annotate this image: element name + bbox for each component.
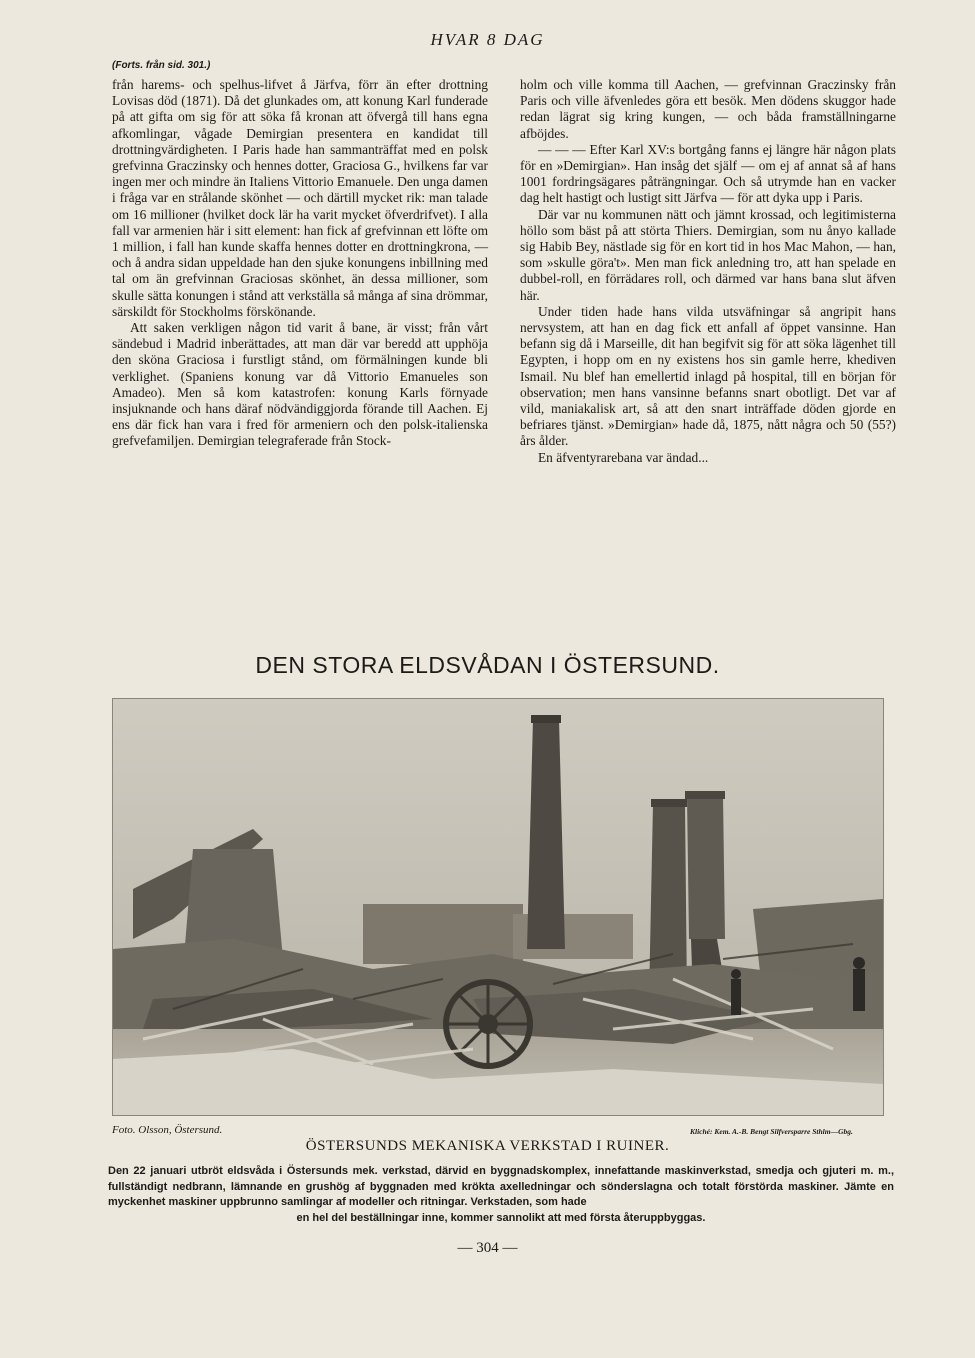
caption-title: ÖSTERSUNDS MEKANISKA VERKSTAD I RUINER. bbox=[305, 1138, 670, 1154]
right-paragraph-3: Där var nu kommunen nätt och jämnt krossad, och legitimisterna höllo som bäst på att störta Thiers. Demirgian, som nu ånyo kallade sig Habib Bey, nästlade sig för en kort tid in hos Mac Mahon, — han, som »skulle göra't». Men man fick anledning tro, att han spelade en dubbel-roll, en förrädares roll, och därmed var hans bana slut äfven här. bbox=[520, 206, 896, 303]
running-header: HVAR 8 DAG bbox=[430, 30, 545, 49]
continuation-note: (Forts. från sid. 301.) bbox=[112, 60, 211, 71]
left-column bbox=[112, 77, 488, 450]
left-paragraph-1: från harems- och spelhus-lifvet å Järfva, förr än efter drottning Lovisas död (1871). Då det glunkades om, att konung Karl funderade på att gifta om sig för att söka få kronan att öfvergå till hans egna afkomlingar, vågade Demirgian presentera en kandidat till drottningvärdigheten. I Paris hade han sammanträffat med en polsk grefvinna Graczinsky och hennes dotter, Graciosa G., hvilkens far var ingen mer och mindre än Italiens Vittorio Emanuele. Den unga damen i fråga var en strålande skönhet — och därtill mycket rik: man talade om 16 millioner (hvilket dock lär ha varit mycket öfverdrifvet). I alla fall var armenien här i sitt element: han fick af grefvinnan ett löfte om 1 million, i fall han kunde skaffa hennes dotter en drottningkrona, — och å andra sidan uppeldade han den sjuke konungens inbillning med tal om än grefvinnan Graciosas skönhet, än dessa millioner, som skulle sätta konungen i stånd att verkställa så många af sina drömmar, särskildt för Stockholms förskönande. bbox=[112, 77, 488, 319]
right-paragraph-5: En äfventyrarebana var ändad... bbox=[538, 449, 709, 465]
caption-text bbox=[108, 1164, 894, 1226]
section-title: DEN STORA ELDSVÅDAN I ÖSTERSUND. bbox=[255, 652, 720, 678]
right-paragraph-4: Under tiden hade hans vilda utsväfningar så angripit hans nervsystem, att han en dag fick ett anfall af öppet vansinne. Han befann sig då i Marseille, dit han begifvit sig för att söka lägenhet till Egypten, i hopp om en ny existens hos sin gamle herre, khediven Ismail. Nu blef han emellertid inlagd på hospital, till en början för observation; men hans vansinne befanns snart obotligt. Det var af vild, maniakalisk art, så att den snart inträffade döden gjorde en befriares tjänst. »Demirgian» hade då, 1875, nått några och 50 (55?) års ålder. bbox=[520, 303, 896, 449]
left-paragraph-2: Att saken verkligen någon tid varit å bane, är visst; från vårt sändebud i Madrid inberättades, att man där var beredd att upphöja den sköna Graciosa i furstligt stånd, om förmälningen kunde bli verklighet. (Spaniens konung var då Vittorio Emanueles son Amadeo). Men så kom katastrofen: konung Karls förnyade insjuknande och hans däraf nödvändiggjorda förande till Aachen. Ej ens där fick han vara i fred för armeniern och den polsk-italienska grefvefamiljen. Demirgian telegraferade från Stock- bbox=[112, 320, 488, 449]
engraver-credit: Kliché: Kem. A.-B. Bengt Silfversparre Sthlm—Gbg. bbox=[690, 1127, 853, 1136]
right-paragraph-2: — — — Efter Karl XV:s bortgång fanns ej längre här någon plats för en »Demirgian». Han insåg det själf — om ej af annat så af hans 1001 fordringsägares påträngningar. Och så utrymde han en vacker dag helt hastigt och lustigt sitt Järfva — för att dyka upp i Paris. bbox=[520, 141, 896, 206]
caption-last-line: en hel del beställningar inne, kommer sannolikt att med första återuppbyggas. bbox=[296, 1211, 706, 1224]
photo-credit: Foto. Olsson, Östersund. bbox=[112, 1124, 223, 1136]
right-column bbox=[520, 77, 896, 466]
right-paragraph-1: holm och ville komma till Aachen, — grefvinnan Graczinsky från Paris och ville äfvenledes göra ett besök. Men dödens skuggor hade redan lägrat sig kring kungen, — och båda framställningarne afböjdes. bbox=[520, 77, 896, 141]
fire-ruins-photo bbox=[112, 698, 884, 1116]
page-number: — 304 — bbox=[457, 1240, 518, 1256]
caption-body: Den 22 januari utbröt eldsvåda i Östersunds mek. verkstad, därvid en byggnadskomplex, innefattande maskinverkstad, smedja och gjuteri m. m., fullständigt nedbrann, lämnande en grushög af byggnaden med krökta axelledningar och sönderslagna och totalt förstörda maskiner. Jämte en myckenhet maskiner uppbrunno samlingar af modeller och ritningar. Verkstaden, som hade bbox=[108, 1165, 894, 1208]
